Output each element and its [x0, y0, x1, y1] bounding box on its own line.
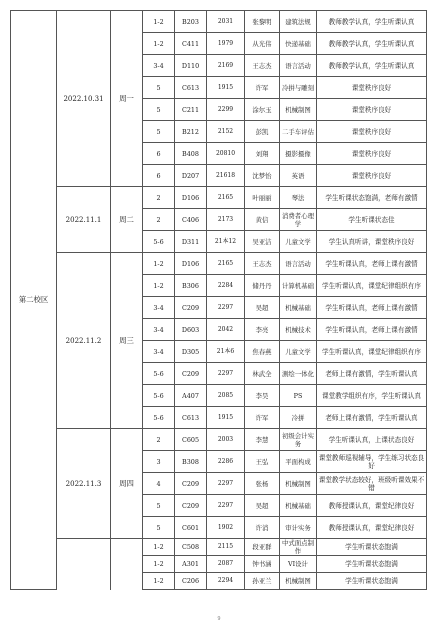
room-cell: C211 [175, 99, 207, 121]
period-cell: 5 [143, 517, 175, 539]
course-cell: 琴法 [280, 187, 317, 209]
course-cell: 冷拼 [280, 407, 317, 429]
evaluation-cell: 学生听课认真，课堂纪律组织有序 [317, 341, 427, 363]
evaluation-cell: 教师教学认真，学生听课认真 [317, 11, 427, 33]
teacher-cell: 许消 [245, 517, 280, 539]
period-cell: 1-2 [143, 11, 175, 33]
class-cell: 2284 [207, 275, 245, 297]
class-cell: 2115 [207, 539, 245, 556]
evaluation-cell: 学生认真听讲，课堂秩序良好 [317, 231, 427, 253]
course-cell: 快递基础 [280, 33, 317, 55]
table-row [11, 539, 427, 556]
class-cell: 2087 [207, 556, 245, 573]
inspection-table [10, 10, 427, 590]
period-cell: 5-6 [143, 407, 175, 429]
class-cell: 2152 [207, 121, 245, 143]
room-cell: D207 [175, 165, 207, 187]
evaluation-cell: 课堂秩序良好 [317, 165, 427, 187]
course-cell: 语言活动 [280, 55, 317, 77]
class-cell: 21本12 [207, 231, 245, 253]
course-cell: 语言活动 [280, 253, 317, 275]
class-cell: 1915 [207, 77, 245, 99]
class-cell: 2085 [207, 385, 245, 407]
teacher-cell: 段亚群 [245, 539, 280, 556]
campus-cell: 第二校区 [11, 11, 57, 590]
weekday-cell [111, 539, 143, 590]
evaluation-cell: 老师上课有激情，学生听课认真 [317, 407, 427, 429]
room-cell: A407 [175, 385, 207, 407]
teacher-cell: 林武全 [245, 363, 280, 385]
period-cell: 1-2 [143, 275, 175, 297]
teacher-cell: 李慧 [245, 429, 280, 451]
course-cell: 计算机基础 [280, 275, 317, 297]
period-cell: 1-2 [143, 33, 175, 55]
course-cell: 平面构成 [280, 451, 317, 473]
date-cell [57, 539, 111, 590]
evaluation-cell: 课堂秩序良好 [317, 77, 427, 99]
period-cell: 3-4 [143, 319, 175, 341]
evaluation-cell: 课堂教学组织有序，学生听课认真 [317, 385, 427, 407]
teacher-cell: 张黎明 [245, 11, 280, 33]
room-cell: C613 [175, 407, 207, 429]
course-cell: 消费者心理学 [280, 209, 317, 231]
teacher-cell: 涂尔玉 [245, 99, 280, 121]
room-cell: D106 [175, 253, 207, 275]
inspection-sheet [10, 10, 426, 590]
course-cell: 机械制图 [280, 99, 317, 121]
table-row [11, 187, 427, 209]
course-cell: 机械基础 [280, 495, 317, 517]
class-cell: 1902 [207, 517, 245, 539]
evaluation-cell: 课堂秩序良好 [317, 143, 427, 165]
evaluation-cell: 学生听课状态饱满，老师有激情 [317, 187, 427, 209]
class-cell: 2031 [207, 11, 245, 33]
evaluation-cell: 老师上课有激情，学生听课认真 [317, 363, 427, 385]
course-cell: 二手车评估 [280, 121, 317, 143]
room-cell: C613 [175, 77, 207, 99]
teacher-cell: 彭凯 [245, 121, 280, 143]
room-cell: B408 [175, 143, 207, 165]
room-cell: C406 [175, 209, 207, 231]
period-cell: 5-6 [143, 385, 175, 407]
period-cell: 5-6 [143, 363, 175, 385]
course-cell: 儿童文学 [280, 341, 317, 363]
page-number: 9 [217, 616, 221, 622]
evaluation-cell: 课堂秩序良好 [317, 99, 427, 121]
room-cell: D106 [175, 187, 207, 209]
period-cell: 3-4 [143, 297, 175, 319]
room-cell: B203 [175, 11, 207, 33]
period-cell: 3-4 [143, 341, 175, 363]
period-cell: 2 [143, 429, 175, 451]
room-cell: C605 [175, 429, 207, 451]
evaluation-cell: 学生听课认真，老师上课有激情 [317, 319, 427, 341]
teacher-cell: 储丹丹 [245, 275, 280, 297]
weekday-cell: 周一 [111, 11, 143, 187]
evaluation-cell: 教师授课认真，课堂纪律良好 [317, 495, 427, 517]
period-cell: 1-2 [143, 573, 175, 590]
course-cell: 机械基础 [280, 297, 317, 319]
period-cell: 5 [143, 121, 175, 143]
course-cell: 冷拼与雕刻 [280, 77, 317, 99]
table-row [11, 429, 427, 451]
evaluation-cell: 教师教学认真，学生听课认真 [317, 55, 427, 77]
teacher-cell: 王志杰 [245, 55, 280, 77]
class-cell: 20810 [207, 143, 245, 165]
period-cell: 6 [143, 165, 175, 187]
class-cell: 2169 [207, 55, 245, 77]
room-cell: D305 [175, 341, 207, 363]
evaluation-cell: 教师授课认真，课堂纪律良好 [317, 517, 427, 539]
room-cell: B308 [175, 451, 207, 473]
room-cell: D603 [175, 319, 207, 341]
room-cell: A301 [175, 556, 207, 573]
course-cell: 英语 [280, 165, 317, 187]
evaluation-cell: 学生听课状态饱满 [317, 556, 427, 573]
class-cell: 2042 [207, 319, 245, 341]
course-cell: 中式面点制作 [280, 539, 317, 556]
period-cell: 5-6 [143, 231, 175, 253]
room-cell: C508 [175, 539, 207, 556]
course-cell: 建筑法规 [280, 11, 317, 33]
period-cell: 5 [143, 99, 175, 121]
evaluation-cell: 课堂秩序良好 [317, 121, 427, 143]
room-cell: C209 [175, 495, 207, 517]
class-cell: 2297 [207, 473, 245, 495]
teacher-cell: 焦春燕 [245, 341, 280, 363]
teacher-cell: 从光伟 [245, 33, 280, 55]
course-cell: 审计实务 [280, 517, 317, 539]
course-cell: 机械制图 [280, 473, 317, 495]
class-cell: 2299 [207, 99, 245, 121]
room-cell: D110 [175, 55, 207, 77]
class-cell: 21本6 [207, 341, 245, 363]
evaluation-cell: 课堂教师巡视辅导，学生练习状态良好 [317, 451, 427, 473]
course-cell: 摄影摄像 [280, 143, 317, 165]
room-cell: C411 [175, 33, 207, 55]
evaluation-cell: 学生听课认真，老师上课有激情 [317, 297, 427, 319]
teacher-cell: 刘翔 [245, 143, 280, 165]
period-cell: 5 [143, 495, 175, 517]
period-cell: 4 [143, 473, 175, 495]
room-cell: C206 [175, 573, 207, 590]
date-cell: 2022.10.31 [57, 11, 111, 187]
class-cell: 2003 [207, 429, 245, 451]
weekday-cell: 周三 [111, 253, 143, 429]
period-cell: 5 [143, 77, 175, 99]
class-cell: 2297 [207, 495, 245, 517]
room-cell: C209 [175, 297, 207, 319]
room-cell: C209 [175, 363, 207, 385]
room-cell: D311 [175, 231, 207, 253]
teacher-cell: 吴超 [245, 297, 280, 319]
class-cell: 1915 [207, 407, 245, 429]
table-row [11, 253, 427, 275]
class-cell: 2165 [207, 187, 245, 209]
class-cell: 2294 [207, 573, 245, 590]
teacher-cell: 许军 [245, 77, 280, 99]
weekday-cell: 周二 [111, 187, 143, 253]
period-cell: 2 [143, 209, 175, 231]
evaluation-cell: 学生听课状态佳 [317, 209, 427, 231]
class-cell: 2173 [207, 209, 245, 231]
teacher-cell: 李昊 [245, 385, 280, 407]
room-cell: C601 [175, 517, 207, 539]
room-cell: B212 [175, 121, 207, 143]
evaluation-cell: 学生听课认真，课堂纪律组织有序 [317, 275, 427, 297]
period-cell: 1-2 [143, 556, 175, 573]
teacher-cell: 王志杰 [245, 253, 280, 275]
period-cell: 1-2 [143, 539, 175, 556]
room-cell: C209 [175, 473, 207, 495]
room-cell: B306 [175, 275, 207, 297]
evaluation-cell: 教师教学认真，学生听课认真 [317, 33, 427, 55]
class-cell: 2297 [207, 297, 245, 319]
course-cell: 机械技术 [280, 319, 317, 341]
period-cell: 6 [143, 143, 175, 165]
evaluation-cell: 课堂教学状态较好，班级听课效果不错 [317, 473, 427, 495]
teacher-cell: 孙亚兰 [245, 573, 280, 590]
period-cell: 2 [143, 187, 175, 209]
teacher-cell: 黄信 [245, 209, 280, 231]
course-cell: VI设计 [280, 556, 317, 573]
period-cell: 3 [143, 451, 175, 473]
class-cell: 21618 [207, 165, 245, 187]
table-row [11, 11, 427, 33]
teacher-cell: 李亮 [245, 319, 280, 341]
class-cell: 1979 [207, 33, 245, 55]
teacher-cell: 吴超 [245, 495, 280, 517]
teacher-cell: 张杨 [245, 473, 280, 495]
evaluation-cell: 学生听课状态饱满 [317, 539, 427, 556]
evaluation-cell: 学生听课认真，老师上课有激情 [317, 253, 427, 275]
teacher-cell: 王弘 [245, 451, 280, 473]
course-cell: 儿童文学 [280, 231, 317, 253]
teacher-cell: 吴亚洁 [245, 231, 280, 253]
teacher-cell: 叶丽丽 [245, 187, 280, 209]
class-cell: 2286 [207, 451, 245, 473]
weekday-cell: 周四 [111, 429, 143, 539]
course-cell: 初级会计实务 [280, 429, 317, 451]
date-cell: 2022.11.1 [57, 187, 111, 253]
evaluation-cell: 学生听课认真，上课状态良好 [317, 429, 427, 451]
evaluation-cell: 学生听课状态饱满 [317, 573, 427, 590]
date-cell: 2022.11.3 [57, 429, 111, 539]
date-cell: 2022.11.2 [57, 253, 111, 429]
period-cell: 1-2 [143, 253, 175, 275]
teacher-cell: 沈梦怡 [245, 165, 280, 187]
table-body [11, 11, 427, 590]
course-cell: 測绘一体化 [280, 363, 317, 385]
course-cell: PS [280, 385, 317, 407]
class-cell: 2165 [207, 253, 245, 275]
teacher-cell: 许军 [245, 407, 280, 429]
course-cell: 机械制图 [280, 573, 317, 590]
class-cell: 2297 [207, 363, 245, 385]
period-cell: 3-4 [143, 55, 175, 77]
teacher-cell: 钟书涵 [245, 556, 280, 573]
